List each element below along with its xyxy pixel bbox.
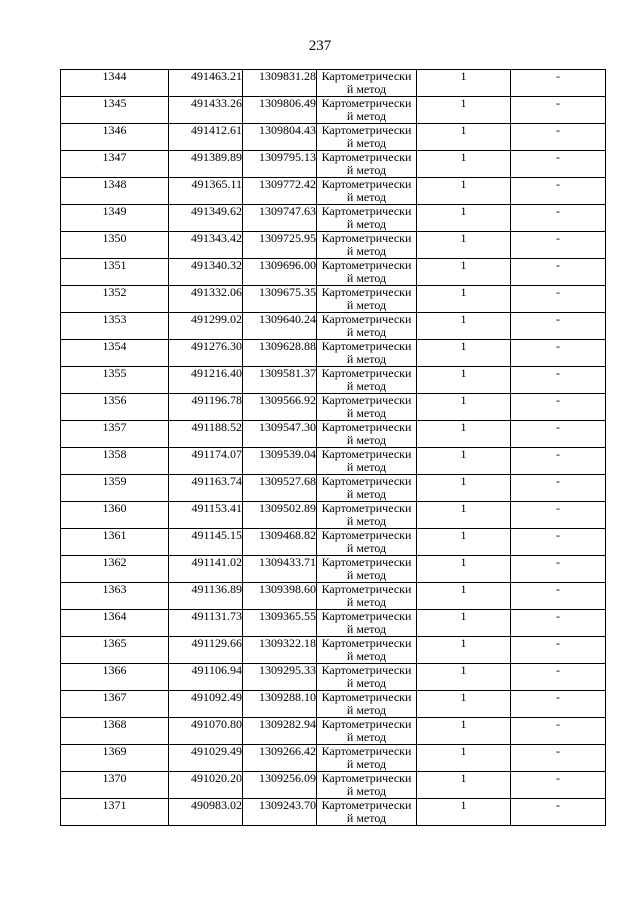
page-number: 237 <box>308 38 332 54</box>
method-cell: Картометрически й метод <box>317 691 417 718</box>
accuracy-cell: 1 <box>417 178 511 205</box>
table-row <box>61 232 606 259</box>
point-number-cell: 1346 <box>61 124 169 151</box>
point-number-cell: 1362 <box>61 556 169 583</box>
table-row <box>61 70 606 97</box>
point-number-cell: 1359 <box>61 475 169 502</box>
x-coordinate-cell: 491349.62 <box>169 205 243 232</box>
y-coordinate-cell: 1309675.35 <box>243 286 317 313</box>
y-coordinate-cell: 1309795.13 <box>243 151 317 178</box>
y-coordinate-cell: 1309527.68 <box>243 475 317 502</box>
note-cell: - <box>511 421 606 448</box>
accuracy-cell: 1 <box>417 151 511 178</box>
y-coordinate-cell: 1309365.55 <box>243 610 317 637</box>
x-coordinate-cell: 491163.74 <box>169 475 243 502</box>
note-cell: - <box>511 259 606 286</box>
method-cell: Картометрически й метод <box>317 394 417 421</box>
accuracy-cell: 1 <box>417 286 511 313</box>
accuracy-cell: 1 <box>417 124 511 151</box>
method-cell: Картометрически й метод <box>317 97 417 124</box>
x-coordinate-cell: 491174.07 <box>169 448 243 475</box>
y-coordinate-cell: 1309288.10 <box>243 691 317 718</box>
y-coordinate-cell: 1309295.33 <box>243 664 317 691</box>
method-cell: Картометрически й метод <box>317 448 417 475</box>
accuracy-cell: 1 <box>417 421 511 448</box>
y-coordinate-cell: 1309433.71 <box>243 556 317 583</box>
x-coordinate-cell: 491136.89 <box>169 583 243 610</box>
x-coordinate-cell: 491433.26 <box>169 97 243 124</box>
method-cell: Картометрически й метод <box>317 556 417 583</box>
accuracy-cell: 1 <box>417 70 511 97</box>
y-coordinate-cell: 1309566.92 <box>243 394 317 421</box>
method-cell: Картометрически й метод <box>317 205 417 232</box>
y-coordinate-cell: 1309256.09 <box>243 772 317 799</box>
accuracy-cell: 1 <box>417 745 511 772</box>
point-number-cell: 1360 <box>61 502 169 529</box>
method-cell: Картометрически й метод <box>317 259 417 286</box>
note-cell: - <box>511 232 606 259</box>
note-cell: - <box>511 475 606 502</box>
note-cell: - <box>511 502 606 529</box>
note-cell: - <box>511 583 606 610</box>
point-number-cell: 1367 <box>61 691 169 718</box>
table-row <box>61 664 606 691</box>
point-number-cell: 1357 <box>61 421 169 448</box>
y-coordinate-cell: 1309640.24 <box>243 313 317 340</box>
table-row <box>61 502 606 529</box>
x-coordinate-cell: 491412.61 <box>169 124 243 151</box>
x-coordinate-cell: 491216.40 <box>169 367 243 394</box>
y-coordinate-cell: 1309539.04 <box>243 448 317 475</box>
accuracy-cell: 1 <box>417 367 511 394</box>
x-coordinate-cell: 491389.89 <box>169 151 243 178</box>
table-row <box>61 340 606 367</box>
accuracy-cell: 1 <box>417 448 511 475</box>
table-row <box>61 475 606 502</box>
point-number-cell: 1353 <box>61 313 169 340</box>
note-cell: - <box>511 286 606 313</box>
table-row <box>61 556 606 583</box>
x-coordinate-cell: 491145.15 <box>169 529 243 556</box>
point-number-cell: 1345 <box>61 97 169 124</box>
note-cell: - <box>511 718 606 745</box>
accuracy-cell: 1 <box>417 232 511 259</box>
method-cell: Картометрически й метод <box>317 178 417 205</box>
method-cell: Картометрически й метод <box>317 421 417 448</box>
y-coordinate-cell: 1309547.30 <box>243 421 317 448</box>
point-number-cell: 1347 <box>61 151 169 178</box>
table-row <box>61 718 606 745</box>
y-coordinate-cell: 1309243.70 <box>243 799 317 826</box>
accuracy-cell: 1 <box>417 583 511 610</box>
x-coordinate-cell: 491299.02 <box>169 313 243 340</box>
x-coordinate-cell: 491092.49 <box>169 691 243 718</box>
y-coordinate-cell: 1309696.00 <box>243 259 317 286</box>
table-row <box>61 151 606 178</box>
x-coordinate-cell: 491141.02 <box>169 556 243 583</box>
method-cell: Картометрически й метод <box>317 718 417 745</box>
table-row <box>61 178 606 205</box>
method-cell: Картометрически й метод <box>317 529 417 556</box>
table-row <box>61 583 606 610</box>
x-coordinate-cell: 491340.32 <box>169 259 243 286</box>
point-number-cell: 1349 <box>61 205 169 232</box>
accuracy-cell: 1 <box>417 340 511 367</box>
y-coordinate-cell: 1309806.49 <box>243 97 317 124</box>
note-cell: - <box>511 178 606 205</box>
y-coordinate-cell: 1309502.89 <box>243 502 317 529</box>
accuracy-cell: 1 <box>417 637 511 664</box>
method-cell: Картометрически й метод <box>317 799 417 826</box>
method-cell: Картометрически й метод <box>317 340 417 367</box>
point-number-cell: 1355 <box>61 367 169 394</box>
note-cell: - <box>511 70 606 97</box>
y-coordinate-cell: 1309831.28 <box>243 70 317 97</box>
y-coordinate-cell: 1309725.95 <box>243 232 317 259</box>
table-row <box>61 259 606 286</box>
note-cell: - <box>511 340 606 367</box>
y-coordinate-cell: 1309804.43 <box>243 124 317 151</box>
point-number-cell: 1358 <box>61 448 169 475</box>
accuracy-cell: 1 <box>417 718 511 745</box>
method-cell: Картометрически й метод <box>317 151 417 178</box>
accuracy-cell: 1 <box>417 475 511 502</box>
y-coordinate-cell: 1309581.37 <box>243 367 317 394</box>
point-number-cell: 1352 <box>61 286 169 313</box>
note-cell: - <box>511 151 606 178</box>
method-cell: Картометрически й метод <box>317 664 417 691</box>
point-number-cell: 1365 <box>61 637 169 664</box>
coordinates-table <box>60 69 606 826</box>
accuracy-cell: 1 <box>417 799 511 826</box>
table-row <box>61 799 606 826</box>
point-number-cell: 1369 <box>61 745 169 772</box>
note-cell: - <box>511 691 606 718</box>
x-coordinate-cell: 491106.94 <box>169 664 243 691</box>
table-row <box>61 367 606 394</box>
y-coordinate-cell: 1309398.60 <box>243 583 317 610</box>
table-row <box>61 205 606 232</box>
note-cell: - <box>511 313 606 340</box>
note-cell: - <box>511 124 606 151</box>
note-cell: - <box>511 97 606 124</box>
note-cell: - <box>511 772 606 799</box>
table-row <box>61 421 606 448</box>
table-row <box>61 313 606 340</box>
method-cell: Картометрически й метод <box>317 745 417 772</box>
method-cell: Картометрически й метод <box>317 124 417 151</box>
accuracy-cell: 1 <box>417 97 511 124</box>
method-cell: Картометрически й метод <box>317 367 417 394</box>
table-row <box>61 637 606 664</box>
point-number-cell: 1366 <box>61 664 169 691</box>
method-cell: Картометрически й метод <box>317 286 417 313</box>
accuracy-cell: 1 <box>417 205 511 232</box>
table-row <box>61 529 606 556</box>
accuracy-cell: 1 <box>417 313 511 340</box>
x-coordinate-cell: 491153.41 <box>169 502 243 529</box>
accuracy-cell: 1 <box>417 259 511 286</box>
y-coordinate-cell: 1309322.18 <box>243 637 317 664</box>
method-cell: Картометрически й метод <box>317 313 417 340</box>
point-number-cell: 1370 <box>61 772 169 799</box>
table-row <box>61 691 606 718</box>
accuracy-cell: 1 <box>417 772 511 799</box>
x-coordinate-cell: 490983.02 <box>169 799 243 826</box>
x-coordinate-cell: 491463.21 <box>169 70 243 97</box>
x-coordinate-cell: 491365.11 <box>169 178 243 205</box>
method-cell: Картометрически й метод <box>317 610 417 637</box>
x-coordinate-cell: 491276.30 <box>169 340 243 367</box>
note-cell: - <box>511 367 606 394</box>
method-cell: Картометрически й метод <box>317 475 417 502</box>
method-cell: Картометрически й метод <box>317 583 417 610</box>
table-row <box>61 745 606 772</box>
x-coordinate-cell: 491020.20 <box>169 772 243 799</box>
y-coordinate-cell: 1309628.88 <box>243 340 317 367</box>
note-cell: - <box>511 664 606 691</box>
note-cell: - <box>511 745 606 772</box>
note-cell: - <box>511 610 606 637</box>
point-number-cell: 1350 <box>61 232 169 259</box>
y-coordinate-cell: 1309747.63 <box>243 205 317 232</box>
note-cell: - <box>511 394 606 421</box>
point-number-cell: 1363 <box>61 583 169 610</box>
x-coordinate-cell: 491129.66 <box>169 637 243 664</box>
note-cell: - <box>511 448 606 475</box>
note-cell: - <box>511 205 606 232</box>
y-coordinate-cell: 1309266.42 <box>243 745 317 772</box>
x-coordinate-cell: 491196.78 <box>169 394 243 421</box>
accuracy-cell: 1 <box>417 691 511 718</box>
point-number-cell: 1368 <box>61 718 169 745</box>
accuracy-cell: 1 <box>417 394 511 421</box>
method-cell: Картометрически й метод <box>317 502 417 529</box>
point-number-cell: 1356 <box>61 394 169 421</box>
table-body <box>61 70 606 826</box>
y-coordinate-cell: 1309468.82 <box>243 529 317 556</box>
table-row <box>61 772 606 799</box>
x-coordinate-cell: 491332.06 <box>169 286 243 313</box>
table-row <box>61 286 606 313</box>
method-cell: Картометрически й метод <box>317 70 417 97</box>
point-number-cell: 1348 <box>61 178 169 205</box>
y-coordinate-cell: 1309282.94 <box>243 718 317 745</box>
x-coordinate-cell: 491029.49 <box>169 745 243 772</box>
accuracy-cell: 1 <box>417 502 511 529</box>
accuracy-cell: 1 <box>417 664 511 691</box>
table-row <box>61 610 606 637</box>
table-row <box>61 124 606 151</box>
accuracy-cell: 1 <box>417 556 511 583</box>
x-coordinate-cell: 491131.73 <box>169 610 243 637</box>
y-coordinate-cell: 1309772.42 <box>243 178 317 205</box>
point-number-cell: 1351 <box>61 259 169 286</box>
x-coordinate-cell: 491343.42 <box>169 232 243 259</box>
method-cell: Картометрически й метод <box>317 637 417 664</box>
note-cell: - <box>511 556 606 583</box>
table-row <box>61 448 606 475</box>
note-cell: - <box>511 529 606 556</box>
accuracy-cell: 1 <box>417 529 511 556</box>
point-number-cell: 1344 <box>61 70 169 97</box>
table-row <box>61 394 606 421</box>
note-cell: - <box>511 799 606 826</box>
point-number-cell: 1371 <box>61 799 169 826</box>
table-row <box>61 97 606 124</box>
point-number-cell: 1361 <box>61 529 169 556</box>
accuracy-cell: 1 <box>417 610 511 637</box>
note-cell: - <box>511 637 606 664</box>
point-number-cell: 1354 <box>61 340 169 367</box>
point-number-cell: 1364 <box>61 610 169 637</box>
x-coordinate-cell: 491070.80 <box>169 718 243 745</box>
method-cell: Картометрически й метод <box>317 232 417 259</box>
x-coordinate-cell: 491188.52 <box>169 421 243 448</box>
method-cell: Картометрически й метод <box>317 772 417 799</box>
